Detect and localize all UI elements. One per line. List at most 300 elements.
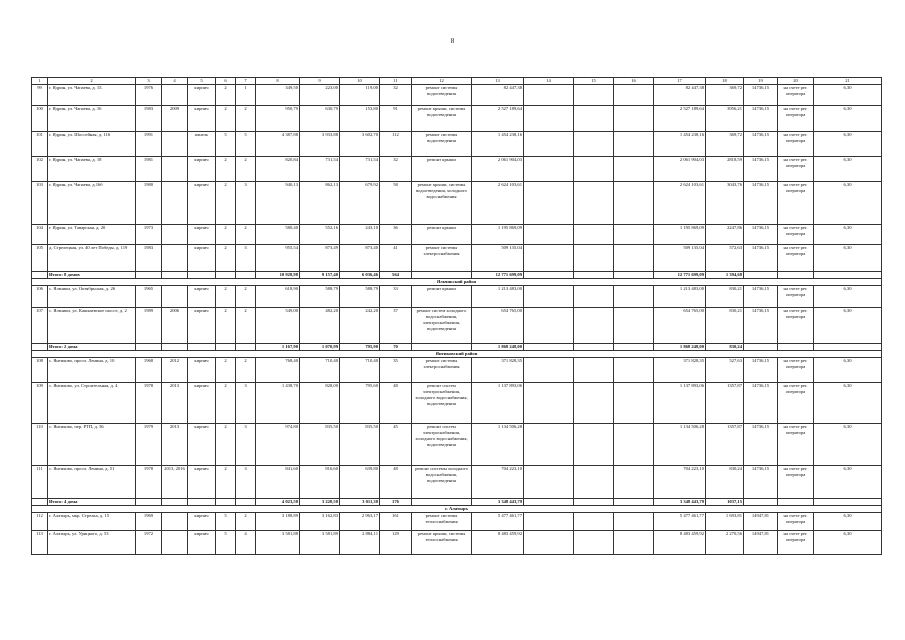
table-cell [574,307,614,343]
table-cell [574,271,614,278]
table-cell: 1973 [136,224,162,244]
table-cell [524,224,574,244]
table-cell: 369,72 [706,84,744,105]
table-cell: 1969 [136,512,162,530]
table-cell: 32 [380,84,412,105]
table-cell: 2 963,17 [340,512,380,530]
table-cell: ремонт систем электроснабжения, холодного водоснабжения, водоотведения [412,382,472,423]
table-cell: 1976 [136,84,162,105]
table-cell: 14736,15 [744,285,778,307]
table-cell: кирпич [188,382,216,423]
table-cell: кирпич [188,244,216,271]
table-cell: 974,80 [256,423,300,465]
table-cell: 6 036,46 [340,271,380,278]
table-cell: ремонт системы электроснабжения [412,244,472,271]
table-cell: 527,63 [706,357,744,382]
table-cell: 8 483 459,92 [472,530,524,554]
table-cell: на счете рег. оператора [778,105,814,131]
table-cell: кирпич [188,530,216,554]
table-cell [162,131,188,156]
table-cell: д. Стрелецкая, ул. 40 лет Победы, д. 119 [48,244,136,271]
table-cell [524,357,574,382]
table-cell: 1981 [136,156,162,181]
table-cell [524,307,574,343]
table-cell: 828,00 [300,382,340,423]
table-cell: 704 223,10 [472,465,524,498]
table-cell: 873,40 [340,244,380,271]
table-cell [574,465,614,498]
table-cell: 588,79 [340,285,380,307]
table-cell: ремонт системы водоотведения [412,131,472,156]
total-row [32,271,882,278]
table-cell: г. Ядрин, ул. Шоссейная, д. 116 [48,131,136,156]
table-cell: 1 868 248,00 [654,343,706,350]
table-cell: ремонт системы теплоснабжения [412,512,472,530]
table-cell: 112 [380,131,412,156]
table-cell: 1 167,90 [256,343,300,350]
table-cell [136,343,162,350]
table-cell [236,343,256,350]
table-cell [614,357,654,382]
table-cell: кирпич [188,465,216,498]
table-cell [32,498,48,505]
table-cell: 1 195 869,09 [654,224,706,244]
table-cell: 835,50 [340,423,380,465]
table-cell [136,498,162,505]
table-cell [614,423,654,465]
table-cell: 3 933,88 [300,131,340,156]
table-cell: 795,60 [340,382,380,423]
table-cell: 5 [216,131,236,156]
table-cell: 119,00 [340,84,380,105]
table-cell: 6,30 [814,105,882,131]
table-cell: г. Ядрин, ул. Чапаева, д.16б [48,181,136,224]
table-cell [32,271,48,278]
table-cell: 1037,15 [706,498,744,505]
table-cell: на счете рег. оператора [778,285,814,307]
table-cell: 5 [236,131,256,156]
table-cell: ремонт крыши [412,285,472,307]
table-cell [614,498,654,505]
table-cell: 552,16 [300,224,340,244]
table-cell: 3043,76 [706,181,744,224]
table-cell: 1 195 869,09 [472,224,524,244]
table-cell: 14736,15 [744,181,778,224]
table-cell: 242,20 [340,307,380,343]
table-cell: 1980 [136,181,162,224]
column-number: 6 [216,78,236,85]
table-cell [524,156,574,181]
table-cell: ремонт систем электроснабжения, холодного водоснабжения, водоотведения [412,423,472,465]
table-cell: 1 137 893,06 [472,382,524,423]
table-cell [524,131,574,156]
table-cell: 14736,15 [744,465,778,498]
table-cell: 6,30 [814,382,882,423]
table-cell [614,181,654,224]
table-cell: на счете рег. оператора [778,224,814,244]
table-cell [744,343,778,350]
table-cell: 32 [380,156,412,181]
table-cell: 6,30 [814,307,882,343]
table-cell: 1 213 483,00 [472,285,524,307]
table-row [32,285,882,307]
table-cell: 2 [236,357,256,382]
column-number: 20 [778,78,814,85]
table-cell: 36 [380,224,412,244]
table-cell: 2 [236,156,256,181]
table-row [32,224,882,244]
table-cell: 704 223,10 [654,465,706,498]
table-cell: 14736,15 [744,131,778,156]
table-cell: 830,21 [706,307,744,343]
table-cell: 70 [380,343,412,350]
table-cell: 679,92 [340,181,380,224]
table-cell: 3 011,30 [340,498,380,505]
table-cell: 1 454 238,16 [472,131,524,156]
table-cell: 2 [236,307,256,343]
page-number: 8 [450,37,455,45]
table-cell [614,465,654,498]
table-cell: 108 [32,357,48,382]
table-cell: 4 387,88 [256,131,300,156]
table-cell: 3 581,89 [300,530,340,554]
column-number: 13 [472,78,524,85]
table-cell: 639,80 [340,465,380,498]
table-cell: кирпич [188,512,216,530]
table-cell: 153,80 [340,105,380,131]
table-cell: 3 188,89 [256,512,300,530]
column-number: 2 [48,78,136,85]
table-cell: 2 527 189,64 [472,105,524,131]
table-cell: кирпич [188,285,216,307]
table-cell: с. Янтиково, просп. Ленина, д. 10 [48,357,136,382]
table-cell: 243,10 [340,224,380,244]
table-cell: 835,50 [300,423,340,465]
table-cell [188,498,216,505]
table-cell: 48 [380,382,412,423]
table-cell: 3956,21 [706,105,744,131]
column-number: 11 [380,78,412,85]
table-cell [412,343,472,350]
table-cell [162,181,188,224]
table-cell: 5 [216,530,236,554]
table-cell: 1989 [136,307,162,343]
table-cell: Итого: 2 дома [48,343,136,350]
table-cell: 2 [216,156,236,181]
table-cell [814,343,882,350]
table-cell: кирпич [188,357,216,382]
column-number: 21 [814,78,882,85]
table-row [32,423,882,465]
table-cell: 113 [32,530,48,554]
table-cell [162,530,188,554]
table-cell: 618,90 [256,285,300,307]
table-cell: 6,30 [814,84,882,105]
table-cell: 1968 [136,357,162,382]
table-cell [162,224,188,244]
table-cell: 955,54 [256,244,300,271]
table-cell [574,181,614,224]
table-cell: 2 [216,382,236,423]
table-cell: 2 [216,307,236,343]
table-cell: ремонт системы водоотведения [412,84,472,105]
table-cell [614,105,654,131]
column-number: 10 [340,78,380,85]
table-cell: 102 [32,156,48,181]
table-row [32,382,882,423]
table-cell [524,465,574,498]
table-cell: с. Яльчики, ул. Октябрьская, д. 26 [48,285,136,307]
table-cell [524,498,574,505]
column-number: 14 [524,78,574,85]
table-cell: 110 [32,423,48,465]
table-cell [778,271,814,278]
table-cell: 107 [32,307,48,343]
table-cell: 1991 [136,131,162,156]
table-cell: ремонт системы электроснабжения [412,357,472,382]
table-cell: 1 454 238,16 [654,131,706,156]
table-cell [574,244,614,271]
table-cell: ремонт крыши, системы водоотведения [412,105,472,131]
table-cell: 731,54 [300,156,340,181]
table-cell: кирпич [188,156,216,181]
table-cell [136,271,162,278]
table-row [32,307,882,343]
table-cell: 2 [236,105,256,131]
column-number: 12 [412,78,472,85]
table-cell: 6,30 [814,465,882,498]
table-cell: 104 [32,224,48,244]
table-cell: 5 477 461,77 [654,512,706,530]
table-cell: 103 [32,181,48,224]
table-cell: 2 061 904,03 [654,156,706,181]
table-cell: с. Янтиково, пер. РТП, д. 36 [48,423,136,465]
table-cell [216,271,236,278]
table-cell: на счете рег. оператора [778,244,814,271]
table-cell: 1 [236,84,256,105]
table-cell: 3 [236,465,256,498]
table-cell [614,156,654,181]
table-cell: 820,84 [256,156,300,181]
table-cell: 654 765,00 [654,307,706,343]
table-cell: 176 [380,498,412,505]
table-cell [162,498,188,505]
table-cell: 2 [216,181,236,224]
table-cell: 91 [380,105,412,131]
table-cell: 161 [380,512,412,530]
table-cell: 14947,81 [744,512,778,530]
table-cell: кирпич [188,181,216,224]
column-number: 4 [162,78,188,85]
table-cell [614,224,654,244]
table-cell: 2012 [162,357,188,382]
table-cell: с. Яльчики, ул. Кашкаевское шоссе, д. 2 [48,307,136,343]
table-cell: 1 070,99 [300,343,340,350]
table-cell: ремонт крыши [412,224,472,244]
table-cell: 14736,15 [744,105,778,131]
table-cell: 8 483 459,92 [654,530,706,554]
table-cell: 45 [380,423,412,465]
table-cell [614,84,654,105]
section-heading: г. Алатырь [32,505,882,512]
table-cell: 82 447,38 [654,84,706,105]
table-cell [188,271,216,278]
table-row [32,465,882,498]
table-cell [162,244,188,271]
table-cell: 2247,86 [706,224,744,244]
table-cell: 3 162,83 [300,512,340,530]
table-cell [574,105,614,131]
table-cell [162,156,188,181]
table-cell [216,498,236,505]
table-cell: 588,79 [300,285,340,307]
table-cell: 1 394,68 [706,271,744,278]
table-cell [778,498,814,505]
table-cell: 48 [380,465,412,498]
table-cell [188,343,216,350]
table-cell: 1 213 483,00 [654,285,706,307]
table-cell: 6,30 [814,285,882,307]
table-cell: кирпич [188,84,216,105]
table-cell: 109 [32,382,48,423]
column-number: 5 [188,78,216,85]
table-cell [524,285,574,307]
table-cell: 630,79 [300,105,340,131]
column-number: 3 [136,78,162,85]
table-cell: 6,30 [814,530,882,554]
table-cell: ремонт системы холодного водоснабжения, водоотведения [412,465,472,498]
table-cell: 2 [216,105,236,131]
table-cell [162,512,188,530]
table-cell [574,156,614,181]
table-cell: 349,50 [256,84,300,105]
table-cell [574,224,614,244]
table-cell: 3 581,88 [256,530,300,554]
table-cell: 873,49 [300,244,340,271]
table-row [32,84,882,105]
table-cell: 2 061 904,03 [472,156,524,181]
table-cell [574,343,614,350]
table-cell: 3 [236,244,256,271]
table-cell: 14736,15 [744,244,778,271]
housing-repair-table [31,77,882,555]
table-cell: 509 135,04 [654,244,706,271]
table-cell [574,498,614,505]
table-cell: 6,30 [814,131,882,156]
table-cell: 6,30 [814,181,882,224]
table-cell: 14947,81 [744,530,778,554]
table-row [32,131,882,156]
table-row [32,512,882,530]
table-cell: 6,30 [814,357,882,382]
table-cell: 41 [380,244,412,271]
table-cell: 2 [216,465,236,498]
table-cell: 2 884,11 [340,530,380,554]
table-cell: 1357,87 [706,382,744,423]
table-cell: 1978 [136,465,162,498]
table-cell [574,285,614,307]
table-cell [524,512,574,530]
section-heading: Янтиковский район [32,350,882,357]
table-cell [574,357,614,382]
table-cell: 482,20 [300,307,340,343]
table-cell [614,285,654,307]
table-cell: на счете рег. оператора [778,181,814,224]
table-cell: 940,13 [256,181,300,224]
table-cell [614,530,654,554]
table-cell: 1357,87 [706,423,744,465]
table-cell: 6,30 [814,512,882,530]
table-cell: 830,21 [706,285,744,307]
table-cell [524,244,574,271]
table-cell: на счете рег. оператора [778,530,814,554]
table-cell [574,84,614,105]
table-cell: 2009 [162,105,188,131]
table-cell: на счете рег. оператора [778,465,814,498]
table-cell: 5 477 461,77 [472,512,524,530]
table-cell: 2 [236,224,256,244]
table-cell: 2 [216,84,236,105]
table-cell: кирпич [188,105,216,131]
table-cell: 58 [380,181,412,224]
table-cell: на счете рег. оператора [778,307,814,343]
table-row [32,181,882,224]
table-cell: 2818,59 [706,156,744,181]
column-number: 17 [654,78,706,85]
table-cell [614,382,654,423]
table-cell: ремонт крыши, системы теплоснабжения [412,530,472,554]
table-cell [524,343,574,350]
table-cell [524,382,574,423]
table-cell: ремонт крыши [412,156,472,181]
table-cell: 105 [32,244,48,271]
table-cell: г. Ядрин, ул. Чапаева, д. 16 [48,105,136,131]
table-cell: на счете рег. оператора [778,512,814,530]
table-cell [614,307,654,343]
table-cell: г. Ядрин, ул. Чапаева, д. 18 [48,156,136,181]
table-cell: 12 771 699,09 [654,271,706,278]
table-cell [524,181,574,224]
table-cell [524,271,574,278]
column-number-row [32,78,882,85]
table-cell [412,271,472,278]
table-cell: 3 220,50 [300,498,340,505]
table-cell: кирпич [188,307,216,343]
column-number: 16 [614,78,654,85]
column-number: 18 [706,78,744,85]
column-number: 19 [744,78,778,85]
table-cell: 710,40 [340,357,380,382]
table-cell [574,382,614,423]
table-cell: 1983 [136,244,162,271]
table-cell: 2 624 103,61 [654,181,706,224]
table-cell: 6,30 [814,423,882,465]
table-cell: 1965 [136,285,162,307]
table-cell: на счете рег. оператора [778,423,814,465]
column-number: 1 [32,78,48,85]
table-cell: 572,63 [706,244,744,271]
table-cell: г. Ядрин, ул. Чапаева, д. 15. [48,84,136,105]
table-cell [614,244,654,271]
table-cell: 2 [216,357,236,382]
table-cell: 830,24 [706,343,744,350]
table-cell: с. Янтиково, ул. Строительная, д. 4 [48,382,136,423]
table-cell: 768,40 [256,357,300,382]
table-cell: на счете рег. оператора [778,84,814,105]
table-cell [814,498,882,505]
table-cell: 111 [32,465,48,498]
table-cell [236,498,256,505]
